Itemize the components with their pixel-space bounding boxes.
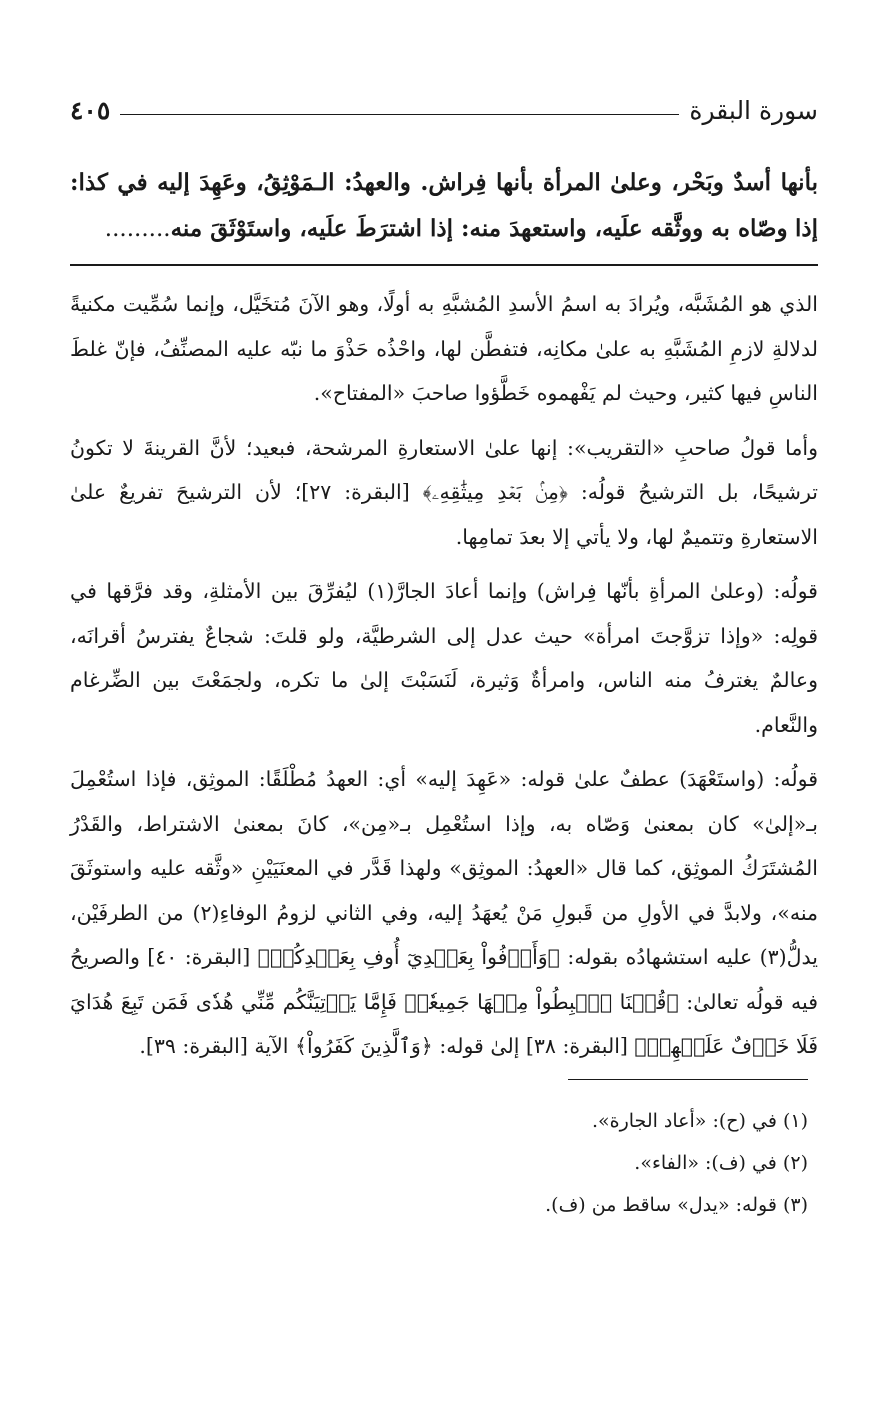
commentary [70, 282, 818, 1069]
header-rule [120, 114, 679, 115]
footnote-divider [568, 1079, 808, 1080]
commentary-paragraph-1: الذي هو المُشَبَّه، ويُرادَ به اسمُ الأسدِ المُشبَّهِ به أولًا، وهو الآنَ مُتخَيَّل، وإنما سُمِّيت مكنيةً لدلالةِ لازمِ المُشَبَّهِ به علىٰ مكانِه، فتفطَّن لها، واحْذُه حَذْوَ ما نبّه عليه المصنِّفُ، فإنّ غلطَ الناسِ فيها كثير، وحيث لم يَفْهموه خَطَّؤوا صاحبَ «المفتاح». [70, 292, 818, 405]
matn-text [70, 160, 818, 252]
footnote-2: (٢) في (ف): «الفاء». [634, 1151, 808, 1174]
page-header [70, 88, 818, 132]
footnote-1: (١) في (ح): «أعاد الجارة». [591, 1109, 808, 1132]
matn-dots: ......... [104, 216, 171, 242]
footnotes [70, 1100, 808, 1226]
footnote-3: (٣) قوله: «يدل» ساقط من (ف). [545, 1193, 808, 1216]
matn-divider [70, 264, 818, 266]
surah-title: سورة البقرة [689, 95, 818, 125]
matn-line-2: وصّاه به ووثَّقه علَيه، واستعهدَ منه: إذا اشترَطَ علَيه، واستَوْثَقَ منه [170, 215, 788, 242]
commentary-paragraph-2: وأما قولُ صاحبِ «التقريب»: إنها علىٰ الاستعارةِ المرشحة، فبعيد؛ لأنَّ القرينةَ لا تكونُ ترشيحًا، بل الترشيحُ قولُه: ﴿مِنۢ بَعۡدِ مِيثَٰقِهِۦ﴾ [البقرة: ٢٧]؛ لأن الترشيحَ تفريعٌ علىٰ الاستعارةِ وتتميمٌ لها، ولا يأتي إلا بعدَ تمامِها. [70, 435, 819, 549]
commentary-paragraph-4: قولُه: (واستَعْهَدَ) عطفٌ علىٰ قوله: «عَهِدَ إليه» أي: العهدُ مُطْلَقًا: الموثِق، فإذا استُعْمِلَ بـ«إلىٰ» كان بمعنىٰ وَصّاه به، وإذا استُعْمِل بـ«مِن»، كانَ بمعنىٰ الاشتراط، والقَدْرُ المُشتَرَكُ الموثِق، كما قال «العهدُ: الموثِق» ولهذا قَدَّر في المعنَيَيْنِ «وثَّقه عليه واستوثَقَ منه»، ولابدَّ في الأولِ من قَبولِ مَنْ يُعهَدُ إليه، وفي الثاني لزومُ الوفاءِ(٢) من الطرفَيْن، يدلُّ(٣) عليه استشهادُه بقوله: ﴿وَأَوۡفُواْ بِعَهۡدِيٓ أُوفِ بِعَهۡدِكُمۡ﴾ [البقرة: ٤٠] والصريحُ فيه قولُه تعالىٰ: ﴿قُلۡنَا ٱهۡبِطُواْ مِنۡهَا جَمِيعٗاۖ فَإِمَّا يَأۡتِيَنَّكُم مِّنِّي هُدٗى فَمَن تَبِعَ هُدَايَ فَلَا خَوۡفٌ عَلَيۡهِمۡ﴾ [البقرة: ٣٨] إلىٰ قوله: ﴿وَٱلَّذِينَ كَفَرُواْ﴾ الآية [البقرة: ٣٩]. [70, 767, 818, 1058]
matn-line-1: بأنها أسدٌ وبَحْر، وعلىٰ المرأة بأنها فِراش. والعهدُ: الـمَوْثِقُ، وعَهِدَ إليه في كذا: إذا [70, 169, 818, 242]
commentary-paragraph-3: قولُه: (وعلىٰ المرأةِ بأنّها فِراش) وإنما أعادَ الجارَّ(١) ليُفرِّقَ بين الأمثلةِ، وقد فرَّقها في قولِه: «وإذا تزوَّجتَ امرأة» حيث عدل إلى الشرطيَّة، ولو قلتَ: شجاعٌ يفترسُ أقرانَه، وعالمٌ يغترفُ منه الناس، وامرأةٌ وَثيرة، لَنَسَبْتَ إلىٰ ما تكره، ولجمَعْتَ بين الضِّرغام والنَّعام. [70, 579, 818, 737]
book-page [70, 88, 818, 1226]
page-number: ٤٠٥ [70, 95, 111, 125]
